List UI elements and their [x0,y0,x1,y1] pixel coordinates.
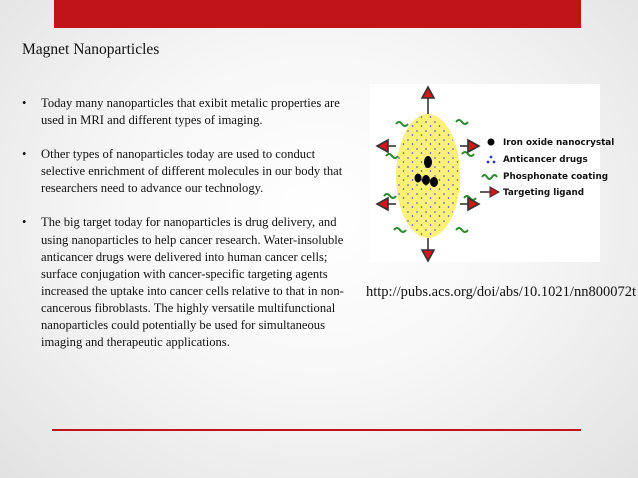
slide-title: Magnet Nanoparticles [22,41,160,58]
bullet-marker: • [22,147,27,162]
bullet-text: The big target today for nanoparticles is drug delivery, and using nanoparticles to help cancer research. Water-insoluble anticancer drugs were delivered into human cancer cells; surface conjugation with cancer-specific targeting agents increased the uptake into cancer cells relative to that in non-cancerous fibroblasts. The highly versatile multifunctional nanoparticles could potentially be used for simultaneous imaging and therapeutic applications. [41,215,344,350]
bullet-text: Today many nanoparticles that exibit metalic properties are used in MRI and different types of imaging. [41,96,340,128]
bullet-list [22,95,352,368]
bullet-item [22,95,352,129]
ligand-legend-icon [480,187,499,197]
bullet-marker: • [22,215,27,230]
nanoparticle-diagram [370,84,615,262]
bullet-item [22,146,352,197]
bullet-item [22,214,352,351]
phosphonate-legend-icon [482,175,497,179]
nanoparticle-diagram-svg [370,84,615,262]
bullet-text: Other types of nanoparticles today are used to conduct selective enrichment of different molecules in our body that researchers need to advance our technology. [41,147,343,196]
legend-phosphonate: Phosphonate coating [503,172,608,182]
legend-ligand: Targeting ligand [503,188,585,198]
legend-anticancer: Anticancer drugs [503,155,588,165]
bottom-accent-line [52,429,581,431]
iron-oxide-legend-icon [488,139,495,146]
source-url[interactable]: http://pubs.acs.org/doi/abs/10.1021/nn800072t [366,284,636,300]
bullet-marker: • [22,96,27,110]
anticancer-drug-legend-icon [487,156,496,164]
top-accent-bar [54,0,581,28]
legend-iron-oxide: Iron oxide nanocrystal [503,138,615,148]
